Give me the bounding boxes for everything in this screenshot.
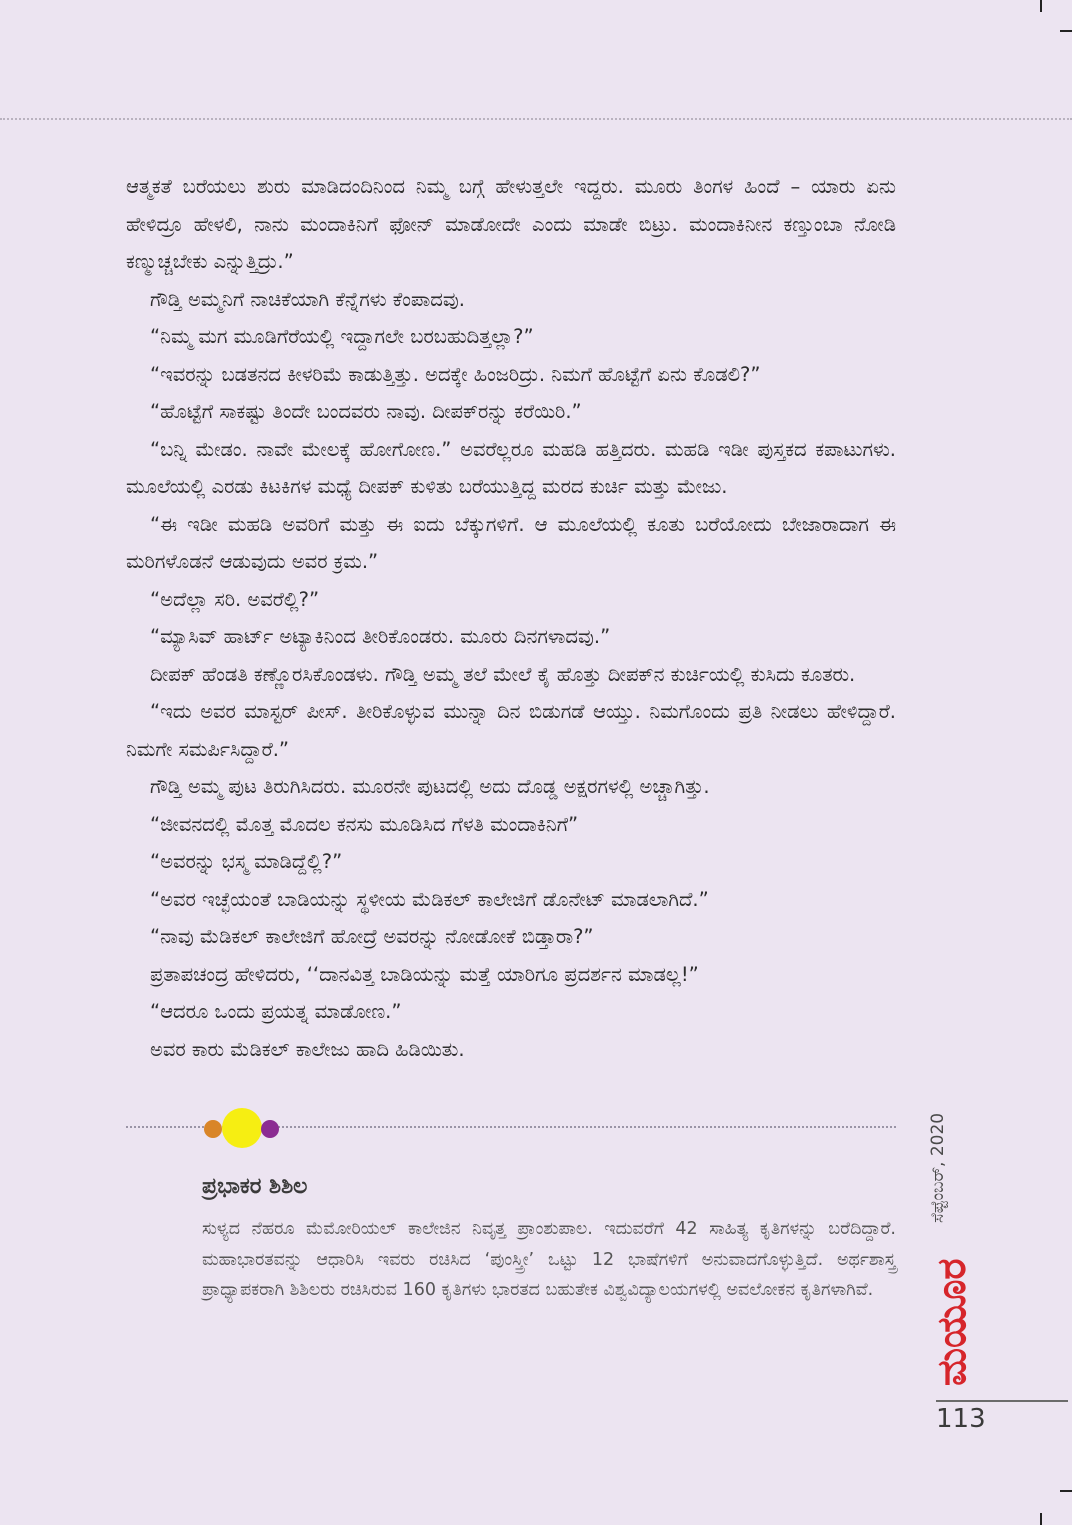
crop-mark-right-bottom bbox=[1060, 1490, 1072, 1492]
story-paragraph: “ನಾವು ಮೆಡಿಕಲ್ ಕಾಲೇಜಿಗೆ ಹೋದ್ರೆ ಅವರನ್ನು ನೋಡೋಕೆ ಬಿಡ್ತಾರಾ?” bbox=[150, 925, 594, 948]
story-paragraph: “ಮ್ಯಾಸಿವ್ ಹಾರ್ಟ್ ಅಟ್ಯಾಕಿನಿಂದ ತೀರಿಕೊಂಡರು. ಮೂರು ದಿನಗಳಾದವು.” bbox=[150, 625, 611, 648]
crop-mark-bottom bbox=[1040, 1513, 1042, 1525]
page-number: 113 bbox=[936, 1404, 986, 1434]
story-paragraph: “ಅವರ ಇಚ್ಛೆಯಂತೆ ಬಾಡಿಯನ್ನು ಸ್ಥಳೀಯ ಮೆಡಿಕಲ್ ಕಾಲೇಜಿಗೆ ಡೊನೇಟ್ ಮಾಡಲಾಗಿದೆ.” bbox=[150, 887, 709, 911]
divider-dot-purple bbox=[261, 1120, 279, 1138]
story-paragraph: “ಹೊಟ್ಟೆಗೆ ಸಾಕಷ್ಟು ತಿಂದೇ ಬಂದವರು ನಾವು. ದೀಪಕ್‌ರನ್ನು ಕರೆಯಿರಿ.” bbox=[150, 400, 582, 423]
story-paragraph: “ಜೀವನದಲ್ಲಿ ಮೊತ್ತ ಮೊದಲ ಕನಸು ಮೂಡಿಸಿದ ಗೆಳತಿ ಮಂದಾಕಿನಿಗೆ” bbox=[150, 812, 579, 836]
story-paragraph: ಅವರ ಕಾರು ಮೆಡಿಕಲ್ ಕಾಲೇಜು ಹಾದಿ ಹಿಡಿಯಿತು. bbox=[150, 1037, 465, 1061]
top-dotted-rule bbox=[0, 118, 1072, 120]
story-paragraph: “ಆದರೂ ಒಂದು ಪ್ರಯತ್ನ ಮಾಡೋಣ.” bbox=[150, 1000, 402, 1023]
page-number-rule bbox=[936, 1400, 1068, 1402]
story-paragraph: “ಈ ಇಡೀ ಮಹಡಿ ಅವರಿಗೆ ಮತ್ತು ಈ ಐದು ಬೆಕ್ಕುಗಳಿಗೆ. ಆ ಮೂಲೆಯಲ್ಲಿ ಕೂತು ಬರೆಯೋದು ಬೇಜಾರಾದಾಗ ಈ ಮರಿಗಳೊಡನೆ ಆಡುವುದು ಅವರ ಕ್ರಮ.” bbox=[126, 512, 896, 573]
divider-dot-orange bbox=[204, 1120, 222, 1138]
story-paragraph: ಗೌಡ್ತಿ ಅಮ್ಮ ಪುಟ ತಿರುಗಿಸಿದರು. ಮೂರನೇ ಪುಟದಲ್ಲಿ ಅದು ದೊಡ್ಡ ಅಕ್ಷರಗಳಲ್ಲಿ ಅಚ್ಚಾಗಿತ್ತು. bbox=[150, 775, 710, 798]
story-paragraph: ಪ್ರತಾಪಚಂದ್ರ ಹೇಳಿದರು, ‘‘ದಾನವಿತ್ತ ಬಾಡಿಯನ್ನು ಮತ್ತೆ ಯಾರಿಗೂ ಪ್ರದರ್ಶನ ಮಾಡಲ್ಲ!” bbox=[150, 962, 699, 986]
magazine-sidebar bbox=[928, 1088, 978, 1388]
issue-date: ಸೆಪ್ಟೆಂಬರ್, 2020 bbox=[928, 1112, 948, 1223]
author-bio: ಸುಳ್ಯದ ನೆಹರೂ ಮೆಮೋರಿಯಲ್ ಕಾಲೇಜಿನ ನಿವೃತ್ತ ಪ್ರಾಂಶುಪಾಲ. ಇದುವರೆಗೆ 42 ಸಾಹಿತ್ಯ ಕೃತಿಗಳನ್ನು ಬರೆದಿದ್ದಾರೆ. ಮಹಾಭಾರತವನ್ನು ಆಧಾರಿಸಿ ಇವರು ರಚಿಸಿದ ‘ಪುಂಸ್ತ್ರೀ’ ಒಟ್ಟು 12 ಭಾಷೆಗಳಿಗೆ ಅನುವಾದಗೊಳ್ಳುತ್ತಿದೆ. ಅರ್ಥಶಾಸ್ತ್ರ ಪ್ರಾಧ್ಯಾಪಕರಾಗಿ ಶಿಶಿಲರು ರಚಿಸಿರುವ 160 ಕೃತಿಗಳು ಭಾರತದ ಬಹುತೇಕ ವಿಶ್ವವಿದ್ಯಾಲಯಗಳಲ್ಲಿ ಅವಲೋಕನ ಕೃತಿಗಳಾಗಿವೆ. bbox=[202, 1219, 896, 1300]
story-paragraph: “ನಿಮ್ಮ ಮಗ ಮೂಡಿಗೆರೆಯಲ್ಲಿ ಇದ್ದಾಗಲೇ ಬರಬಹುದಿತ್ತಲ್ಲಾ?” bbox=[150, 325, 534, 348]
story-paragraph: “ಬನ್ನಿ ಮೇಡಂ. ನಾವೇ ಮೇಲಕ್ಕೆ ಹೋಗೋಣ.” ಅವರೆಲ್ಲರೂ ಮಹಡಿ ಹತ್ತಿದರು. ಮಹಡಿ ಇಡೀ ಪುಸ್ತಕದ ಕಪಾಟುಗಳು. ಮೂಲೆಯಲ್ಲಿ ಎರಡು ಕಿಟಕಿಗಳ ಮಧ್ಯೆ ದೀಪಕ್ ಕುಳಿತು ಬರೆಯುತ್ತಿದ್ದ ಮರದ ಕುರ್ಚಿ ಮತ್ತು ಮೇಜು. bbox=[126, 437, 896, 498]
story-paragraph: “ಇವರನ್ನು ಬಡತನದ ಕೀಳರಿಮೆ ಕಾಡುತ್ತಿತ್ತು. ಅದಕ್ಕೇ ಹಿಂಜರಿದ್ರು. ನಿಮಗೆ ಹೊಟ್ಟೆಗೆ ಏನು ಕೊಡಲಿ?” bbox=[150, 362, 761, 386]
crop-mark-right-top bbox=[1060, 30, 1072, 32]
magazine-logo: ಮಯೂರ bbox=[929, 1258, 975, 1386]
story-paragraph: “ಅವರನ್ನು ಭಸ್ಮ ಮಾಡಿದ್ದೆಲ್ಲಿ?” bbox=[150, 850, 343, 873]
story-paragraph: “ಇದು ಅವರ ಮಾಸ್ಟರ್ ಪೀಸ್. ತೀರಿಕೊಳ್ಳುವ ಮುನ್ನಾ ದಿನ ಬಿಡುಗಡೆ ಆಯ್ತು. ನಿಮಗೊಂದು ಪ್ರತಿ ನೀಡಲು ಹೇಳಿದ್ದಾರೆ. ನಿಮಗೇ ಸಮರ್ಪಿಸಿದ್ದಾರೆ.” bbox=[126, 700, 896, 761]
story-paragraph: ದೀಪಕ್ ಹೆಂಡತಿ ಕಣ್ಣೊರಸಿಕೊಂಡಳು. ಗೌಡ್ತಿ ಅಮ್ಮ ತಲೆ ಮೇಲೆ ಕೈ ಹೊತ್ತು ದೀಪಕ್‌ನ ಕುರ್ಚಿಯಲ್ಲಿ ಕುಸಿದು ಕೂತರು. bbox=[150, 662, 856, 686]
story-body bbox=[126, 168, 896, 1068]
story-paragraph: ಗೌಡ್ತಿ ಅಮ್ಮನಿಗೆ ನಾಚಿಕೆಯಾಗಿ ಕೆನ್ನೆಗಳು ಕೆಂಪಾದವು. bbox=[150, 287, 465, 311]
author-name: ಪ್ರಭಾಕರ ಶಿಶಿಲ bbox=[202, 1174, 308, 1199]
story-paragraph: “ಅದೆಲ್ಲಾ ಸರಿ. ಅವರೆಲ್ಲಿ?” bbox=[150, 587, 320, 611]
divider-dot-yellow bbox=[222, 1108, 262, 1148]
story-paragraph: ಆತ್ಮಕತೆ ಬರೆಯಲು ಶುರು ಮಾಡಿದಂದಿನಿಂದ ನಿಮ್ಮ ಬಗ್ಗೆ ಹೇಳುತ್ತಲೇ ಇದ್ದರು. ಮೂರು ತಿಂಗಳ ಹಿಂದೆ – ಯಾರು ಏನು ಹೇಳಿದ್ರೂ ಹೇಳಲಿ, ನಾನು ಮಂದಾಕಿನಿಗೆ ಫೋನ್ ಮಾಡೋದೇ ಎಂದು ಮಾಡೇ ಬಿಟ್ರು. ಮಂದಾಕಿನೀನ ಕಣ್ತುಂಬಾ ನೋಡಿ ಕಣ್ಮುಚ್ಚಬೇಕು ಎನ್ನುತ್ತಿದ್ರು.” bbox=[126, 175, 896, 273]
crop-mark-top bbox=[1040, 0, 1042, 12]
